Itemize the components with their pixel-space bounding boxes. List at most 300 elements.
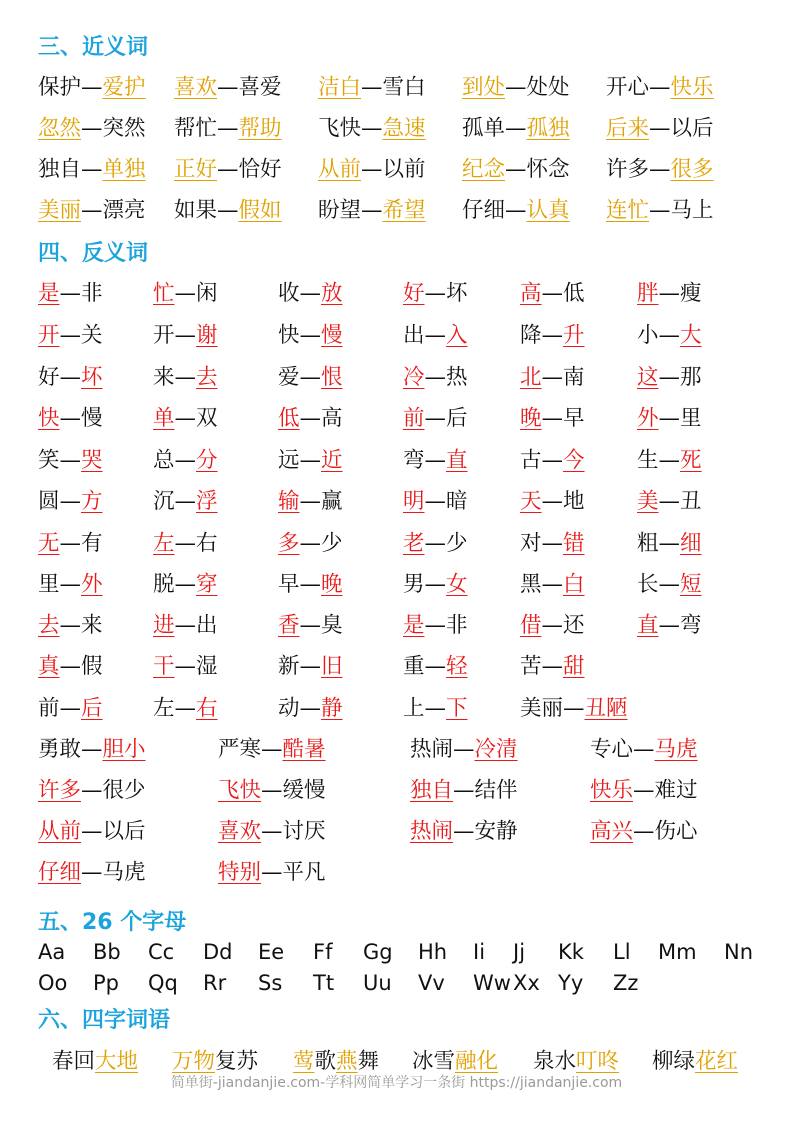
word-text: 远— [278, 448, 322, 473]
highlighted-word: 静 [321, 696, 343, 721]
letter-pair: Oo [38, 971, 68, 995]
antonym-pair [153, 364, 218, 392]
word-text: —假 [59, 654, 103, 679]
word-text: —少 [299, 531, 343, 556]
letter-pair: Jj [513, 940, 526, 964]
word-text: —早 [541, 406, 585, 431]
highlighted-word: 无 [38, 531, 60, 556]
highlighted-word: 丑陋 [584, 696, 628, 721]
word-text: 男— [403, 572, 447, 597]
highlighted-word: 认真 [526, 198, 570, 223]
highlighted-word: 恨 [321, 365, 343, 390]
highlighted-word: 右 [196, 696, 218, 721]
highlighted-word: 放 [321, 281, 343, 306]
highlighted-word: 忽然 [38, 116, 82, 141]
highlighted-word: 急速 [382, 116, 426, 141]
section-title-synonyms: 三、近义词 [38, 35, 149, 60]
highlighted-word: 直 [446, 448, 468, 473]
synonym-pair [38, 115, 146, 143]
highlighted-word: 后 [81, 696, 103, 721]
word-text: —以前 [361, 157, 426, 182]
word-text: 冰雪 [412, 1049, 456, 1074]
antonym-pair [278, 695, 343, 723]
highlighted-word: 哭 [81, 448, 103, 473]
antonym-pair [637, 405, 702, 433]
highlighted-word: 喜欢 [218, 819, 262, 844]
highlighted-word: 许多 [38, 778, 82, 803]
highlighted-word: 到处 [462, 75, 506, 100]
antonym-pair [38, 695, 103, 723]
antonym-pair [637, 488, 702, 516]
letter-pair: Ss [258, 971, 283, 995]
highlighted-word: 孤独 [526, 116, 570, 141]
word-text: —突然 [81, 116, 146, 141]
word-text: —臭 [299, 613, 343, 638]
word-text: 新— [278, 654, 322, 679]
highlighted-word: 方 [81, 489, 103, 514]
word-text: 降— [520, 323, 564, 348]
word-text: 里— [38, 572, 82, 597]
highlighted-word: 冷 [403, 365, 425, 390]
highlighted-word: 去 [38, 613, 60, 638]
letter-pair: Aa [38, 940, 66, 964]
letter-pair: Uu [363, 971, 392, 995]
antonym-pair [403, 653, 468, 681]
word-text: —安静 [453, 819, 518, 844]
word-text: 保护— [38, 75, 103, 100]
highlighted-word: 酷暑 [282, 737, 326, 762]
antonym-pair [403, 322, 468, 350]
word-text: 出— [403, 323, 447, 348]
word-text: 小— [637, 323, 681, 348]
word-text: 热闹— [410, 737, 475, 762]
word-text: 笑— [38, 448, 82, 473]
word-text: 粗— [637, 531, 681, 556]
word-text: —里 [658, 406, 702, 431]
antonym-pair [153, 405, 218, 433]
antonym-pair [278, 364, 343, 392]
antonym-pair [520, 322, 585, 350]
word-text: 如果— [174, 198, 239, 223]
highlighted-word: 输 [278, 489, 300, 514]
word-text: —以后 [649, 116, 714, 141]
synonym-pair [38, 197, 146, 225]
highlighted-word: 坏 [81, 365, 103, 390]
letter-pair: Nn [724, 940, 754, 964]
highlighted-word: 白 [563, 572, 585, 597]
footer-watermark: 简单街-jiandanjie.com-学科网简单学习一条街 https://jiandanjie.com [170, 1075, 623, 1091]
highlighted-word: 叮咚 [576, 1049, 620, 1074]
antonym-pair [410, 736, 518, 764]
highlighted-word: 外 [81, 572, 103, 597]
synonym-pair [174, 197, 282, 225]
word-text: —讨厌 [261, 819, 326, 844]
word-text: 孤单— [462, 116, 527, 141]
highlighted-word: 穿 [196, 572, 218, 597]
antonym-pair [520, 530, 585, 558]
highlighted-word: 前 [403, 406, 425, 431]
word-text: —伤心 [633, 819, 698, 844]
word-text: —瘦 [658, 281, 702, 306]
antonym-pair [278, 653, 343, 681]
antonym-pair [637, 280, 702, 308]
antonym-pair [38, 405, 103, 433]
antonym-pair [278, 405, 343, 433]
synonym-pair [38, 156, 146, 184]
word-text: —那 [658, 365, 702, 390]
highlighted-word: 爱护 [102, 75, 146, 100]
word-text: —弯 [658, 613, 702, 638]
letter-pair: Yy [558, 971, 584, 995]
word-text: 美丽— [520, 696, 585, 721]
antonym-pair [590, 736, 698, 764]
word-text: —少 [424, 531, 468, 556]
highlighted-word: 浮 [196, 489, 218, 514]
word-text: —坏 [424, 281, 468, 306]
word-text: —以后 [81, 819, 146, 844]
synonym-pair [38, 74, 146, 102]
antonym-pair [403, 530, 468, 558]
highlighted-word: 晚 [520, 406, 542, 431]
word-text: —右 [174, 531, 218, 556]
antonym-pair [38, 612, 103, 640]
word-text: 早— [278, 572, 322, 597]
highlighted-word: 燕 [336, 1049, 358, 1074]
word-text: —结伴 [453, 778, 518, 803]
word-text: 快— [278, 323, 322, 348]
synonym-pair [606, 74, 714, 102]
letter-pair: Vv [418, 971, 445, 995]
letter-pair: Qq [148, 971, 178, 995]
antonym-pair [520, 695, 628, 723]
word-text: —闲 [174, 281, 218, 306]
word-text: —后 [424, 406, 468, 431]
word-text: —怀念 [505, 157, 570, 182]
antonym-pair [410, 818, 518, 846]
highlighted-word: 甜 [563, 654, 585, 679]
word-text: 苦— [520, 654, 564, 679]
word-text: 柳绿 [652, 1049, 696, 1074]
word-text: —非 [59, 281, 103, 306]
word-text: —出 [174, 613, 218, 638]
word-text: —马上 [649, 198, 714, 223]
antonym-pair [637, 530, 702, 558]
highlighted-word: 干 [153, 654, 175, 679]
word-text: 帮忙— [174, 116, 239, 141]
highlighted-word: 美 [637, 489, 659, 514]
highlighted-word: 胖 [637, 281, 659, 306]
highlighted-word: 花红 [695, 1049, 739, 1074]
synonym-pair [606, 115, 714, 143]
letter-pair: Pp [93, 971, 119, 995]
letter-pair: Bb [93, 940, 121, 964]
highlighted-word: 晚 [321, 572, 343, 597]
highlighted-word: 借 [520, 613, 542, 638]
highlighted-word: 特别 [218, 860, 262, 885]
word-text: —关 [59, 323, 103, 348]
highlighted-word: 高兴 [590, 819, 634, 844]
antonym-pair [38, 280, 103, 308]
highlighted-word: 左 [153, 531, 175, 556]
section-title-antonyms: 四、反义词 [38, 241, 149, 266]
word-text: 爱— [278, 365, 322, 390]
antonym-pair [403, 447, 468, 475]
antonym-pair [38, 571, 103, 599]
antonym-pair [153, 322, 218, 350]
letter-pair: Rr [203, 971, 227, 995]
highlighted-word: 分 [196, 448, 218, 473]
antonym-pair [278, 612, 343, 640]
letter-pair: Ii [473, 940, 486, 964]
word-text: —雪白 [361, 75, 426, 100]
antonym-pair [38, 530, 103, 558]
synonym-pair [462, 156, 570, 184]
highlighted-word: 正好 [174, 157, 218, 182]
highlighted-word: 莺 [293, 1049, 315, 1074]
word-text: 古— [520, 448, 564, 473]
word-text: 对— [520, 531, 564, 556]
highlighted-word: 大 [680, 323, 702, 348]
highlighted-word: 北 [520, 365, 542, 390]
letter-pair: Ww [473, 971, 511, 995]
antonym-pair [218, 818, 326, 846]
word-text: —地 [541, 489, 585, 514]
word-text: 总— [153, 448, 197, 473]
antonym-pair [38, 777, 146, 805]
word-text: 飞快— [318, 116, 383, 141]
letter-pair: Mm [658, 940, 697, 964]
highlighted-word: 从前 [38, 819, 82, 844]
antonym-pair [278, 447, 343, 475]
word-text: 来— [153, 365, 197, 390]
word-text: —湿 [174, 654, 218, 679]
section-title-four-char: 六、四字词语 [38, 1008, 171, 1033]
antonym-pair [403, 405, 468, 433]
highlighted-word: 这 [637, 365, 659, 390]
antonym-pair [520, 280, 585, 308]
antonym-pair [637, 364, 702, 392]
antonym-pair [153, 488, 218, 516]
synonym-pair [174, 156, 282, 184]
antonym-pair [520, 653, 585, 681]
highlighted-word: 单独 [102, 157, 146, 182]
highlighted-word: 外 [637, 406, 659, 431]
word-text: —高 [299, 406, 343, 431]
antonym-pair [520, 612, 585, 640]
word-text: —南 [541, 365, 585, 390]
highlighted-word: 好 [403, 281, 425, 306]
antonym-pair [520, 447, 585, 475]
synonym-pair [174, 115, 282, 143]
highlighted-word: 融化 [455, 1049, 499, 1074]
word-text: —慢 [59, 406, 103, 431]
word-text: —有 [59, 531, 103, 556]
word-text: 复苏 [215, 1049, 259, 1074]
antonym-pair [278, 322, 343, 350]
highlighted-word: 万物 [172, 1049, 216, 1074]
antonym-pair [38, 488, 103, 516]
highlighted-word: 后来 [606, 116, 650, 141]
highlighted-word: 进 [153, 613, 175, 638]
antonym-pair [637, 612, 702, 640]
word-text: 左— [153, 696, 197, 721]
highlighted-word: 马虎 [654, 737, 698, 762]
highlighted-word: 喜欢 [174, 75, 218, 100]
word-text: 泉水 [533, 1049, 577, 1074]
highlighted-word: 多 [278, 531, 300, 556]
highlighted-word: 直 [637, 613, 659, 638]
antonym-pair [637, 447, 702, 475]
word-text: 舞 [357, 1049, 380, 1074]
word-text: —还 [541, 613, 585, 638]
word-text: 收— [278, 281, 322, 306]
highlighted-word: 连忙 [606, 198, 650, 223]
highlighted-word: 近 [321, 448, 343, 473]
highlighted-word: 仔细 [38, 860, 82, 885]
word-text: —缓慢 [261, 778, 326, 803]
highlighted-word: 慢 [321, 323, 343, 348]
antonym-pair [278, 488, 343, 516]
letter-pair: Xx [513, 971, 540, 995]
antonym-pair [403, 280, 468, 308]
synonym-pair [174, 74, 282, 102]
letter-pair: Ff [313, 940, 333, 964]
highlighted-word: 去 [196, 365, 218, 390]
word-text: 开心— [606, 75, 671, 100]
antonym-pair [637, 322, 702, 350]
highlighted-word: 冷清 [474, 737, 518, 762]
highlighted-word: 快乐 [670, 75, 714, 100]
highlighted-word: 今 [563, 448, 585, 473]
letter-pair: Ee [258, 940, 285, 964]
highlighted-word: 热闹 [410, 819, 454, 844]
word-text: —赢 [299, 489, 343, 514]
antonym-pair [590, 777, 698, 805]
word-text: 弯— [403, 448, 447, 473]
highlighted-word: 香 [278, 613, 300, 638]
word-text: —喜爱 [217, 75, 282, 100]
highlighted-word: 快 [38, 406, 60, 431]
highlighted-word: 错 [563, 531, 585, 556]
highlighted-word: 老 [403, 531, 425, 556]
highlighted-word: 很多 [670, 157, 714, 182]
word-text: 圆— [38, 489, 82, 514]
word-text: —平凡 [261, 860, 326, 885]
word-text: —来 [59, 613, 103, 638]
word-text: —双 [174, 406, 218, 431]
highlighted-word: 忙 [153, 281, 175, 306]
word-text: 严寒— [218, 737, 283, 762]
antonym-pair [218, 736, 326, 764]
word-text: 开— [153, 323, 197, 348]
highlighted-word: 美丽 [38, 198, 82, 223]
word-text: 专心— [590, 737, 655, 762]
highlighted-word: 独自 [410, 778, 454, 803]
word-text: —难过 [633, 778, 698, 803]
highlighted-word: 死 [680, 448, 702, 473]
synonym-pair [462, 197, 570, 225]
synonym-pair [318, 115, 426, 143]
antonym-pair [38, 736, 146, 764]
word-text: —暗 [424, 489, 468, 514]
highlighted-word: 假如 [238, 198, 282, 223]
highlighted-word: 希望 [382, 198, 426, 223]
antonym-pair [278, 571, 343, 599]
synonym-pair [606, 197, 714, 225]
antonym-pair [38, 818, 146, 846]
word-text: —处处 [505, 75, 570, 100]
highlighted-word: 轻 [446, 654, 468, 679]
word-text: 独自— [38, 157, 103, 182]
highlighted-word: 短 [680, 572, 702, 597]
letter-pair: Gg [363, 940, 393, 964]
word-text: 脱— [153, 572, 197, 597]
letter-pair: Kk [558, 940, 584, 964]
word-text: 沉— [153, 489, 197, 514]
section-title-alphabet: 五、26 个字母 [38, 910, 187, 935]
word-text: —非 [424, 613, 468, 638]
antonym-pair [590, 818, 698, 846]
highlighted-word: 胆小 [102, 737, 146, 762]
word-text: 许多— [606, 157, 671, 182]
word-text: 重— [403, 654, 447, 679]
highlighted-word: 是 [403, 613, 425, 638]
word-text: —漂亮 [81, 198, 146, 223]
highlighted-word: 单 [153, 406, 175, 431]
antonym-pair [38, 859, 146, 887]
antonym-pair [403, 695, 468, 723]
antonym-pair [38, 364, 103, 392]
word-text: —丑 [658, 489, 702, 514]
letter-pair: Tt [313, 971, 335, 995]
highlighted-word: 洁白 [318, 75, 362, 100]
antonym-pair [637, 571, 702, 599]
antonym-pair [278, 280, 343, 308]
highlighted-word: 飞快 [218, 778, 262, 803]
antonym-pair [403, 612, 468, 640]
highlighted-word: 开 [38, 323, 60, 348]
highlighted-word: 纪念 [462, 157, 506, 182]
antonym-pair [520, 364, 585, 392]
highlighted-word: 高 [520, 281, 542, 306]
word-text: 生— [637, 448, 681, 473]
synonym-pair [606, 156, 714, 184]
antonym-pair [403, 364, 468, 392]
highlighted-word: 女 [446, 572, 468, 597]
word-text: 歌 [314, 1049, 337, 1074]
word-text: 长— [637, 572, 681, 597]
synonym-pair [318, 156, 426, 184]
letter-pair: Hh [418, 940, 448, 964]
antonym-pair [403, 488, 468, 516]
highlighted-word: 从前 [318, 157, 362, 182]
synonym-pair [318, 74, 426, 102]
synonym-pair [318, 197, 426, 225]
word-text: 勇敢— [38, 737, 103, 762]
word-text: 盼望— [318, 198, 383, 223]
synonym-pair [462, 115, 570, 143]
highlighted-word: 下 [446, 696, 468, 721]
antonym-pair [38, 447, 103, 475]
word-text: 黑— [520, 572, 564, 597]
antonym-pair [153, 530, 218, 558]
antonym-pair [38, 322, 103, 350]
antonym-pair [153, 612, 218, 640]
word-text: 春回 [52, 1049, 96, 1074]
word-text: 动— [278, 696, 322, 721]
highlighted-word: 是 [38, 281, 60, 306]
antonym-pair [403, 571, 468, 599]
